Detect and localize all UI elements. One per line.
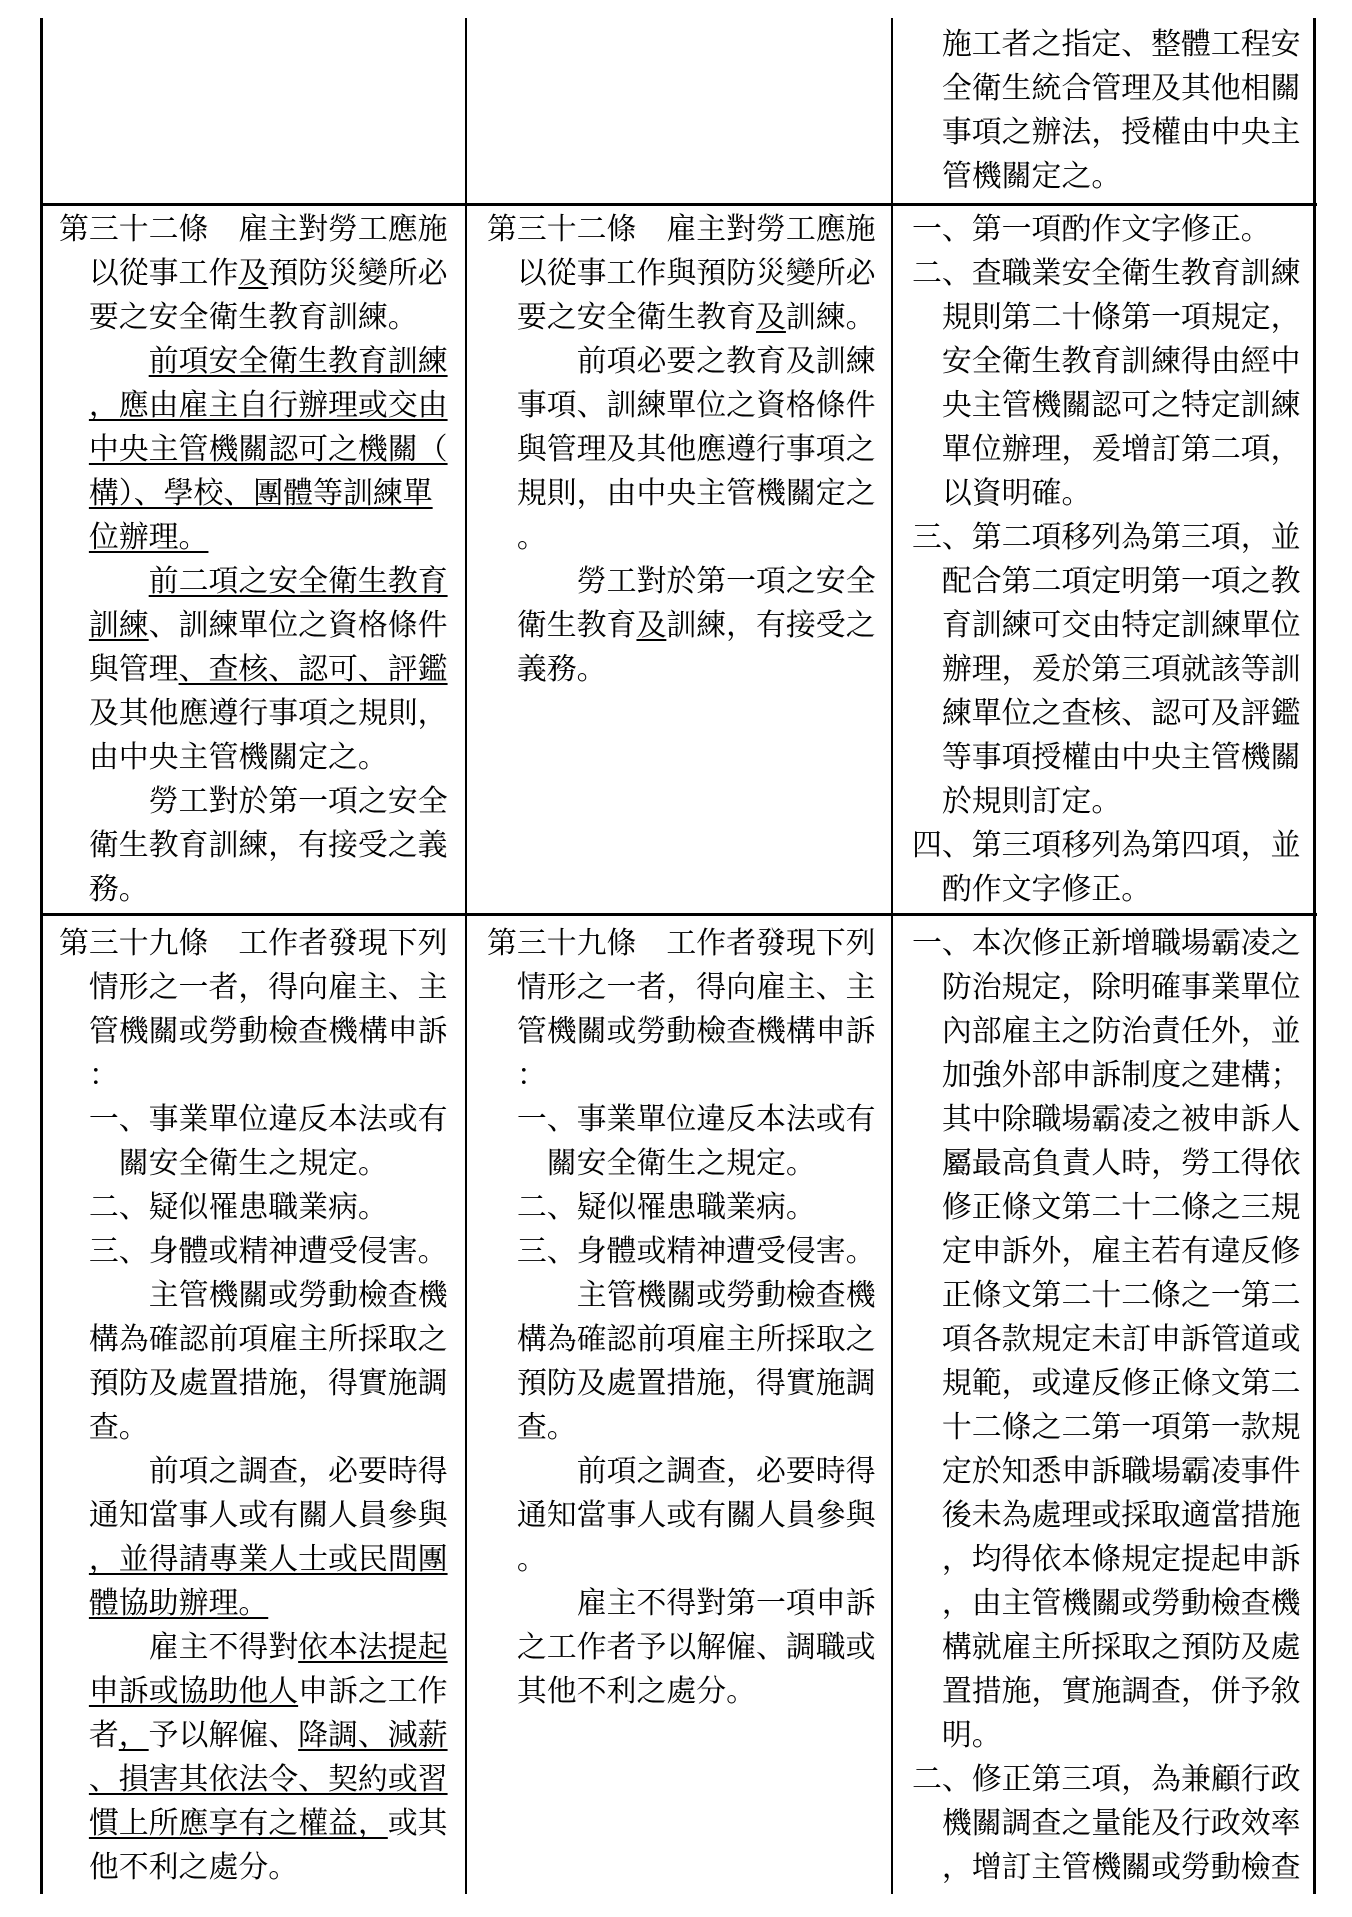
current-article-cell [487,208,890,913]
text-line: 第三十二條 雇主對勞工應施 [59,212,448,247]
text-line: 一、本次修正新增職場霸凌之 [912,926,1301,961]
text-line: 二、疑似罹患職業病。 [516,1190,816,1225]
text-line: 機關調查之量能及行政效率 [941,1806,1301,1841]
text-line: 其他不利之處分。 [516,1674,757,1709]
text-line: 修正條文第二十二條之三規 [941,1190,1301,1225]
text-line: 二、查職業安全衛生教育訓練 [912,256,1301,291]
amended-text-segment: 前項安全衛生教育訓練 [148,344,448,379]
text-line: 單位辦理，爰增訂第二項， [941,432,1301,467]
text-line: 一、事業單位違反本法或有 [88,1102,448,1137]
text-line: 加強外部申訴制度之建構； [941,1058,1301,1093]
text-line: 義務。 [516,652,607,687]
text-line: 二、疑似罹患職業病。 [88,1190,388,1225]
text-line: 三、第二項移列為第三項，並 [912,520,1301,555]
text-line: 第三十九條 工作者發現下列 [59,926,448,961]
text-line: 一、第一項酌作文字修正。 [912,212,1271,247]
text-line: 預防及處置措施，得實施調 [516,1366,876,1401]
text-segment: 雇主不得對 [148,1630,299,1665]
text-line: 以資明確。 [941,476,1092,511]
text-line: 第三十二條 雇主對勞工應施 [487,212,876,247]
table-border-left [40,18,43,1894]
text-line: 定申訴外，雇主若有違反修 [941,1234,1301,1269]
text-line: 後未為處理或採取適當措施 [941,1498,1301,1533]
text-line: 三、身體或精神遭受侵害。 [88,1234,448,1269]
text-line: 構為確認前項雇主所採取之 [88,1322,448,1357]
text-line: 配合第二項定明第一項之教 [941,564,1301,599]
current-article-cell [487,23,890,204]
text-segment: 申訴之工作 [298,1674,448,1709]
text-line: 構為確認前項雇主所採取之 [516,1322,876,1357]
text-segment: 者 [88,1718,119,1753]
explanation-cell [912,23,1313,204]
text-line: 以從事工作與預防災變所必 [516,256,876,291]
text-line: 及其他應遵行事項之規則， [88,696,448,731]
row-divider-2 [41,913,1317,916]
amended-article-cell [59,922,464,1893]
text-line: 情形之一者，得向雇主、主 [88,970,448,1005]
amended-text-segment: 慣上所應享有之權益， [88,1806,388,1841]
explanation-cell [912,922,1313,1893]
text-line: 規則第二十條第一項規定， [941,300,1301,335]
explanation-cell [912,208,1313,913]
text-line: 練單位之查核、認可及評鑑 [941,696,1301,731]
text-line: 務。 [88,872,149,907]
text-line: 由中央主管機關定之。 [88,740,388,775]
text-line: 。 [516,1542,547,1577]
amended-text-segment: 訓練 [88,608,149,643]
column-divider-2 [891,18,893,1894]
text-line: 三、身體或精神遭受侵害。 [516,1234,876,1269]
text-line: 屬最高負責人時，勞工得依 [941,1146,1301,1181]
amended-text-segment: 申訴或協助他人 [88,1674,299,1709]
text-segment: 預防災變所必 [268,256,448,291]
table-border-right [1313,18,1316,1894]
text-line: 全衛生統合管理及其他相關 [941,71,1301,106]
text-line: 項各款規定未訂申訴管道或 [941,1322,1301,1357]
text-line [59,1626,464,1670]
text-segment: 訓練，有接受之 [666,608,876,643]
amended-text-segment: 及 [238,256,269,291]
text-line: 施工者之指定、整體工程安 [941,27,1301,62]
amended-text-segment: 及 [636,608,667,643]
text-segment: 以從事工作 [88,256,239,291]
text-line: 衛生教育訓練，有接受之義 [88,828,448,863]
text-segment: 訓練。 [785,300,876,335]
text-line: ： [88,1058,119,1093]
amended-text-segment: ， [118,1718,149,1753]
text-line [59,1670,464,1714]
text-line: 。 [516,520,547,555]
text-line: 他不利之處分。 [88,1850,299,1885]
text-line: 要之安全衛生教育訓練。 [88,300,418,335]
text-line: 育訓練可交由特定訓練單位 [941,608,1301,643]
amended-text-segment: 、損害其依法令、契約或習 [88,1762,448,1797]
text-line: 置措施，實施調查，併予敘 [941,1674,1301,1709]
text-segment: 與管理 [88,652,179,687]
text-line: 前項必要之教育及訓練 [576,344,876,379]
text-line: 關安全衛生之規定。 [118,1146,388,1181]
text-line: 通知當事人或有關人員參與 [88,1498,448,1533]
text-line: 主管機關或勞動檢查機 [576,1278,876,1313]
text-line: 正條文第二十二條之一第二 [941,1278,1301,1313]
text-line: 防治規定，除明確事業單位 [941,970,1301,1005]
text-line: 通知當事人或有關人員參與 [516,1498,876,1533]
text-line: 安全衛生教育訓練得由經中 [941,344,1301,379]
text-line: 規範，或違反修正條文第二 [941,1366,1301,1401]
text-line [59,604,464,648]
text-line: 事項之辦法，授權由中央主 [941,115,1301,150]
text-line: 前項之調查，必要時得 [148,1454,448,1489]
text-line [59,1538,464,1582]
column-divider-1 [465,18,467,1894]
text-line: 管機關或勞動檢查機構申訴 [516,1014,876,1049]
amended-text-segment: 中央主管機關認可之機關（ [88,432,448,467]
text-line: 第三十九條 工作者發現下列 [487,926,876,961]
text-line: 二、修正第三項，為兼顧行政 [912,1762,1301,1797]
text-segment: 、訓練單位之資格條件 [148,608,448,643]
text-line [59,252,464,296]
text-line: 構就雇主所採取之預防及處 [941,1630,1301,1665]
text-line: 與管理及其他應遵行事項之 [516,432,876,467]
text-line: 關安全衛生之規定。 [546,1146,816,1181]
text-line: 之工作者予以解僱、調職或 [516,1630,876,1665]
amended-text-segment: 依本法提起 [298,1630,448,1665]
text-line: 規則，由中央主管機關定之 [516,476,876,511]
current-article-cell [487,922,890,1893]
amended-text-segment: 位辦理。 [88,520,209,555]
text-line: 酌作文字修正。 [941,872,1152,907]
text-line: ，由主管機關或勞動檢查機 [941,1586,1301,1621]
text-segment: 予以解僱、 [148,1718,299,1753]
amended-text-segment: 及 [756,300,786,335]
text-line [59,1802,464,1846]
text-line: ： [516,1058,547,1093]
text-line: 其中除職場霸凌之被申訴人 [941,1102,1301,1137]
text-line [59,384,464,428]
amended-text-segment: 體協助辦理。 [88,1586,269,1621]
text-line: 雇主不得對第一項申訴 [576,1586,876,1621]
text-line: 於規則訂定。 [941,784,1122,819]
amended-text-segment: ，並得請專業人士或民間團 [88,1542,448,1577]
amended-text-segment: ，應由雇主自行辦理或交由 [88,388,448,423]
text-line: 管機關定之。 [941,159,1122,194]
text-line [59,560,464,604]
text-line [59,516,464,560]
text-line: 管機關或勞動檢查機構申訴 [88,1014,448,1049]
text-line: ，均得依本條規定提起申訴 [941,1542,1301,1577]
text-segment: 或其 [387,1806,448,1841]
text-line [59,648,464,692]
text-line: 央主管機關認可之特定訓練 [941,388,1301,423]
text-line: 事項、訓練單位之資格條件 [516,388,876,423]
amended-text-segment: 構）、學校、團體等訓練單 [88,476,433,511]
text-line: 十二條之二第一項第一款規 [941,1410,1301,1445]
text-line [59,1582,464,1626]
amended-text-segment: 前二項之安全衛生教育 [148,564,448,599]
amended-article-cell [59,208,464,913]
text-line [487,296,890,340]
amended-text-segment: 降調、減薪 [298,1718,448,1753]
text-line: 等事項授權由中央主管機關 [941,740,1301,775]
text-line [59,428,464,472]
amended-article-cell [59,23,464,204]
text-segment: 要之安全衛生教育 [516,300,757,335]
text-line [487,604,890,648]
text-line: 定於知悉申訴職場霸凌事件 [941,1454,1301,1489]
text-line [59,340,464,384]
text-line [59,1758,464,1802]
text-line: 情形之一者，得向雇主、主 [516,970,876,1005]
text-line: ，增訂主管機關或勞動檢查 [941,1850,1301,1885]
text-line [59,1714,464,1758]
text-segment: 衛生教育 [516,608,637,643]
text-line: 一、事業單位違反本法或有 [516,1102,876,1137]
text-line: 查。 [516,1410,577,1445]
text-line: 勞工對於第一項之安全 [148,784,448,819]
text-line: 內部雇主之防治責任外，並 [941,1014,1301,1049]
amended-text-segment: 、查核、認可、評鑑 [178,652,448,687]
text-line: 辦理，爰於第三項就該等訓 [941,652,1301,687]
text-line: 前項之調查，必要時得 [576,1454,876,1489]
text-line: 四、第三項移列為第四項，並 [912,828,1301,863]
text-line [59,472,464,516]
text-line: 查。 [88,1410,149,1445]
text-line: 勞工對於第一項之安全 [576,564,876,599]
text-line: 明。 [941,1718,1002,1753]
text-line: 預防及處置措施，得實施調 [88,1366,448,1401]
text-line: 主管機關或勞動檢查機 [148,1278,448,1313]
